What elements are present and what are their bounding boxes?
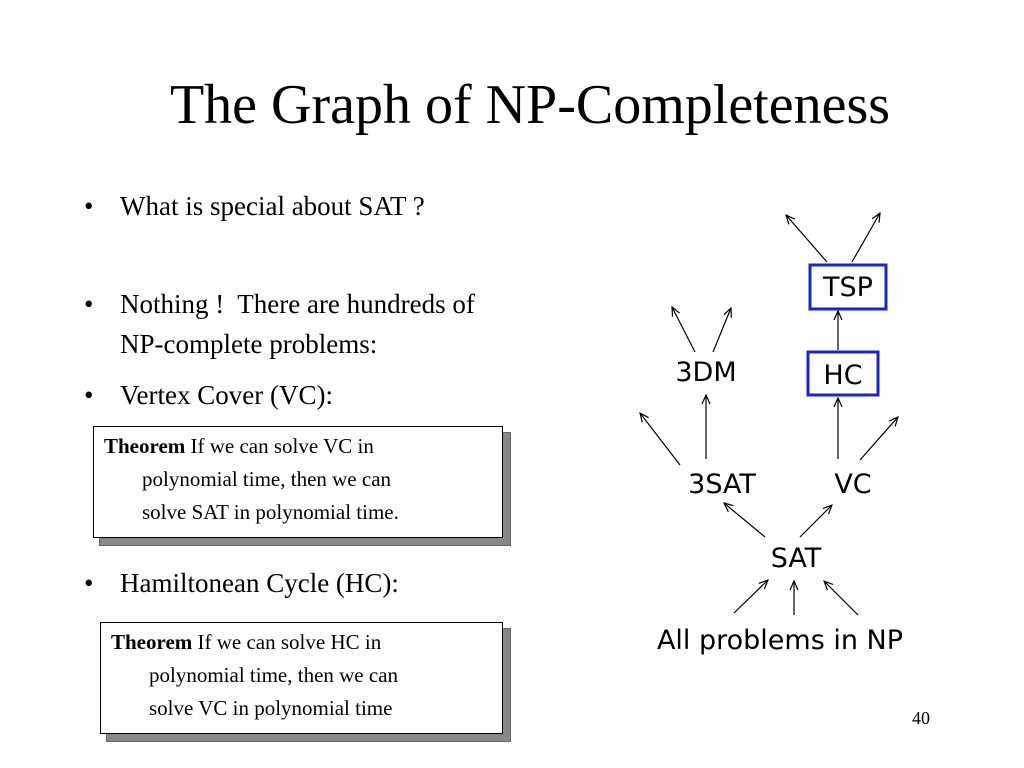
bullet-text-line1: Nothing ! There are hundreds of [120,289,475,319]
arrow-vc-up-right [860,417,898,460]
theorem-text: If we can solve HC in [192,630,382,654]
arrow-tsp-up-left [786,215,827,262]
theorem-line2: polynomial time, then we can [142,467,392,491]
node-hc: HC [823,360,863,391]
node-all-np: All problems in NP [656,625,904,656]
slide-title: The Graph of NP-Completeness [169,74,891,136]
theorem-box-vc [93,426,503,538]
theorem-box-hc [100,622,503,734]
node-3dm: 3DM [675,357,737,388]
theorem-line2: polynomial time, then we can [149,663,399,687]
bullet-symbol: • [84,380,94,410]
arrow-tsp-up-right [852,213,880,262]
arrow-3dm-up-left [672,307,695,352]
theorem-line3: solve SAT in polynomial time. [142,500,399,524]
theorem-text: If we can solve VC in [185,434,374,458]
theorem-line1 [111,626,492,659]
arrow-3dm-up-right [713,308,731,352]
bullet-symbol: • [84,568,94,598]
node-vc: VC [834,469,872,500]
node-3sat: 3SAT [688,469,756,500]
bullet-text: What is special about SAT ? [120,191,425,221]
arrow-sat-to-3sat [724,503,765,537]
np-completeness-graph [600,195,940,670]
bullet-symbol: • [84,191,94,221]
theorem-label: Theorem [104,434,186,458]
page-number: 40 [912,708,930,728]
node-sat: SAT [770,543,822,574]
bullet-text: Vertex Cover (VC): [120,380,333,410]
node-tsp: TSP [823,272,873,303]
bullet-text-line2: NP-complete problems: [120,329,378,359]
arrow-np-to-sat-right [824,581,858,615]
bullet-symbol: • [84,289,94,319]
arrow-np-to-sat-left [734,580,768,613]
bullet-text: Hamiltonean Cycle (HC): [120,568,399,598]
bullet-text [120,284,600,364]
arrow-sat-to-vc [800,505,832,537]
arrow-3sat-up-left [640,413,680,465]
theorem-label: Theorem [111,630,193,654]
theorem-line3: solve VC in polynomial time [149,696,393,720]
theorem-line1 [104,430,492,463]
